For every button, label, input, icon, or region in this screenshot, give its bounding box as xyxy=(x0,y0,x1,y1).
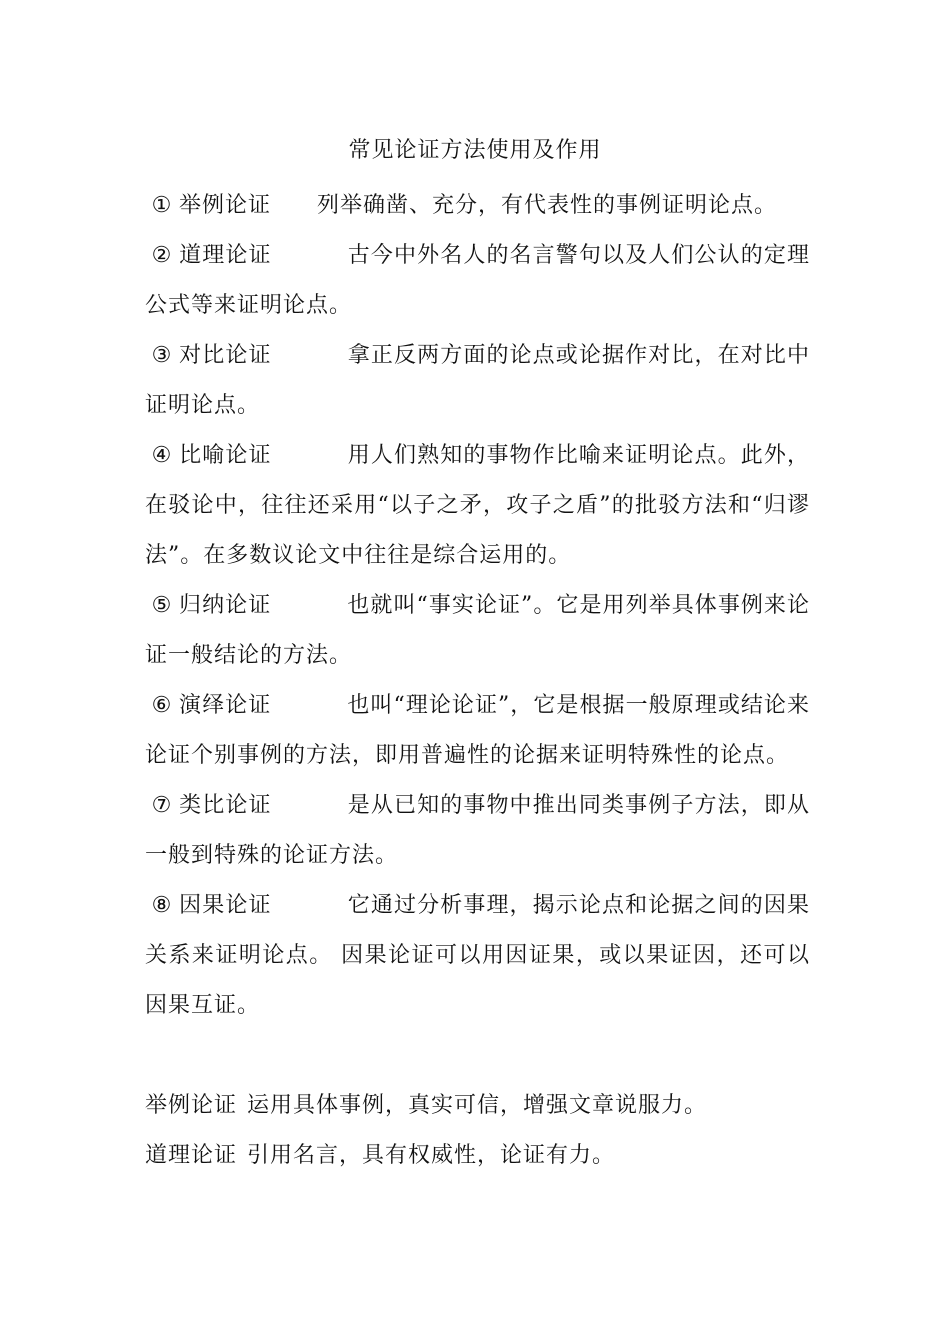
method-description: 列举确凿、充分，有代表性的事例证明论点。 xyxy=(317,193,778,218)
summary-name: 举例论证 xyxy=(145,1093,238,1118)
method-name: 比喻论证 xyxy=(179,443,272,468)
method-name: 归纳论证 xyxy=(179,593,272,618)
method-description: 也叫“理论论证”，它是根据一般原理或结论来论证个别事例的方法，即用普遍性的论据来证明特殊性的论点。 xyxy=(145,693,810,768)
method-description: 用人们熟知的事物作比喻来证明论点。此外，在驳论中，往往还采用“以子之矛，攻子之盾”的批驳方法和“归谬法”。在多数议论文中往往是综合运用的。 xyxy=(145,443,810,568)
method-entry-8 xyxy=(145,881,810,1031)
method-number: ① xyxy=(151,193,173,218)
method-name: 类比论证 xyxy=(179,793,272,818)
method-number: ④ xyxy=(151,443,173,468)
method-name: 对比论证 xyxy=(179,343,272,368)
method-number: ⑦ xyxy=(151,793,173,818)
method-number: ⑧ xyxy=(151,893,173,918)
method-entry-1 xyxy=(145,181,810,231)
method-number: ⑤ xyxy=(151,593,173,618)
method-entry-5 xyxy=(145,581,810,681)
method-name: 因果论证 xyxy=(179,893,272,918)
method-number: ⑥ xyxy=(151,693,173,718)
method-entry-2 xyxy=(145,231,810,331)
method-description: 古今中外名人的名言警句以及人们公认的定理公式等来证明论点。 xyxy=(145,243,810,318)
summary-effect: 引用名言，具有权威性，论证有力。 xyxy=(247,1143,616,1168)
summary-entry-1 xyxy=(145,1081,810,1131)
method-number: ② xyxy=(151,243,173,268)
method-description: 拿正反两方面的论点或论据作对比，在对比中证明论点。 xyxy=(145,343,810,418)
method-description: 是从已知的事物中推出同类事例子方法，即从一般到特殊的论证方法。 xyxy=(145,793,810,868)
method-description: 它通过分析事理，揭示论点和论据之间的因果关系来证明论点。 因果论证可以用因证果，或以果证因，还可以因果互证。 xyxy=(145,893,810,1018)
method-description: 也就叫“事实论证”。它是用列举具体事例来论证一般结论的方法。 xyxy=(145,593,810,668)
method-name: 演绎论证 xyxy=(179,693,272,718)
document-body xyxy=(145,181,810,1181)
method-entry-4 xyxy=(145,431,810,581)
method-number: ③ xyxy=(151,343,173,368)
summary-entry-2 xyxy=(145,1131,810,1181)
summary-name: 道理论证 xyxy=(145,1143,238,1168)
summary-effect: 运用具体事例，真实可信，增强文章说服力。 xyxy=(247,1093,708,1118)
method-name: 道理论证 xyxy=(179,243,272,268)
method-name: 举例论证 xyxy=(179,193,272,218)
method-entry-7 xyxy=(145,781,810,881)
method-entry-6 xyxy=(145,681,810,781)
page-title: 常见论证方法使用及作用 xyxy=(348,138,602,163)
method-entry-3 xyxy=(145,331,810,431)
